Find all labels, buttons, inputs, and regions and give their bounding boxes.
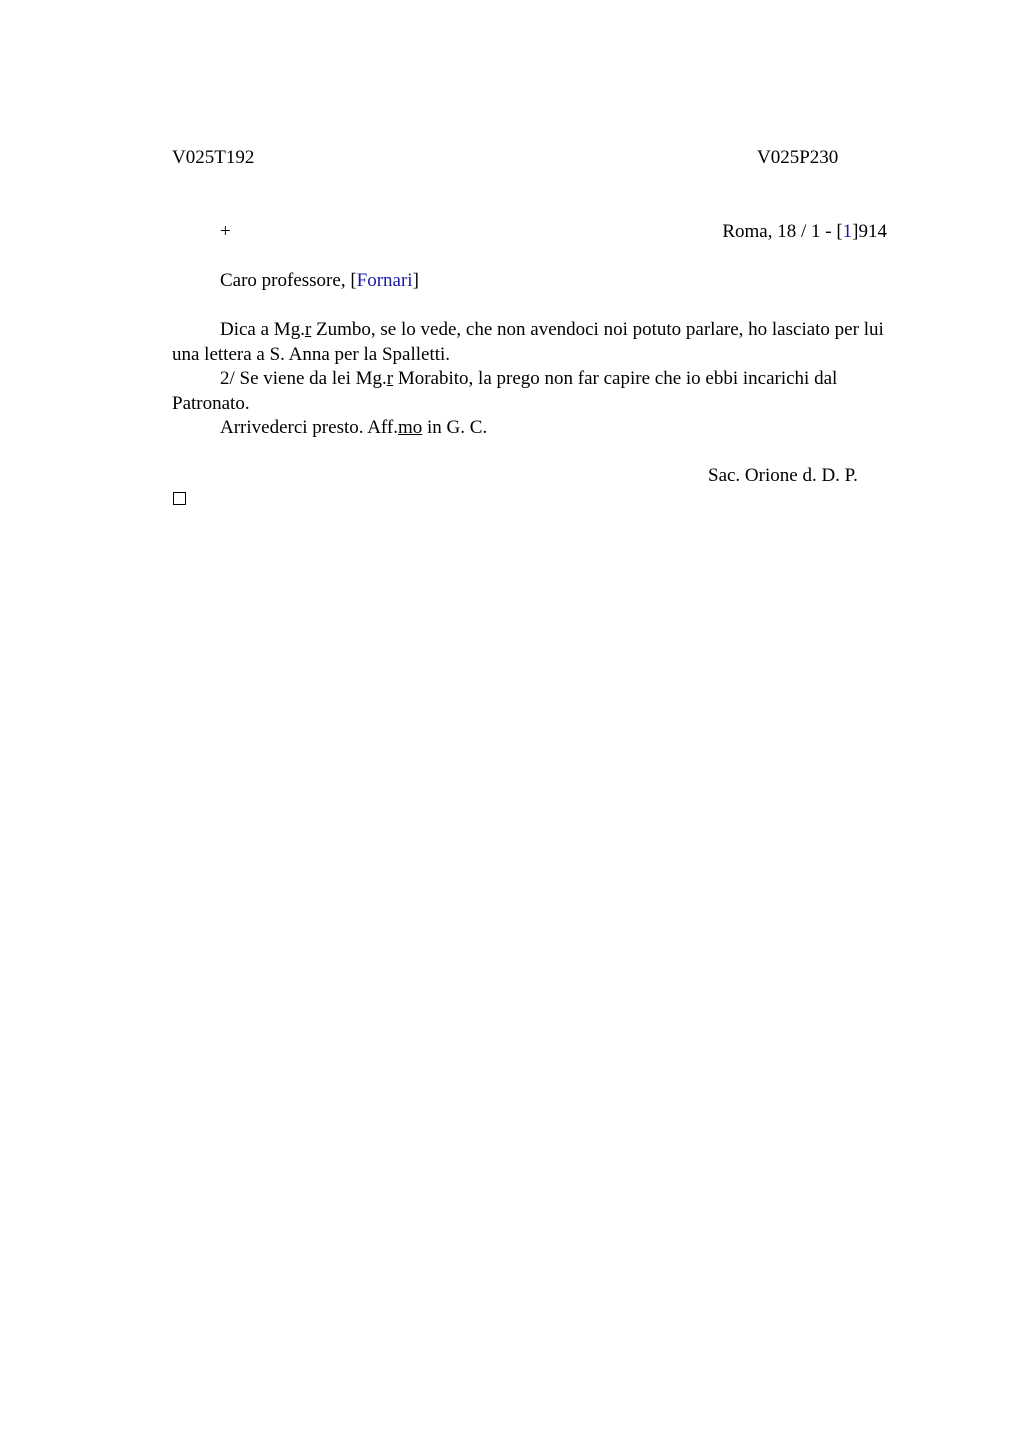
p1-text-b: Zumbo, se lo vede, che non avendoci noi potuto parlare, ho lasciato per lui una lettera a S. Anna per la Spalletti. [172,319,884,365]
p2-text-a: 2/ Se viene da lei Mg. [220,368,387,389]
signature: Sac. Orione d. D. P. [708,465,858,486]
paragraph-1 [172,318,888,367]
paragraph-3 [172,416,888,441]
p3-text-b: in G. C. [422,417,488,438]
salutation [220,270,419,292]
header-left-code: V025T192 [172,147,255,168]
paragraph-2 [172,367,888,416]
cross-mark: + [220,221,231,242]
date-prefix: Roma, 18 / 1 - [ [722,221,843,242]
end-of-document-box-icon [173,492,186,505]
date-editorial-digit: 1 [842,221,853,242]
salutation-editorial-name: Fornari [356,270,413,291]
letter-date [722,221,887,243]
p1-text-a: Dica a Mg. [220,319,305,340]
p3-abbrev-suffix: mo [397,417,423,438]
date-suffix: ]914 [852,221,887,242]
header-right-code: V025P230 [757,147,839,168]
salutation-suffix: ] [412,270,419,291]
p2-text-b: Morabito, la prego non far capire che io ebbi incarichi dal Patronato. [172,368,838,414]
p3-text-a: Arrivederci presto. Aff. [220,417,398,438]
salutation-prefix: Caro professore, [ [220,270,357,291]
p2-abbrev-suffix: r [386,368,394,389]
p1-abbrev-suffix: r [304,319,312,340]
